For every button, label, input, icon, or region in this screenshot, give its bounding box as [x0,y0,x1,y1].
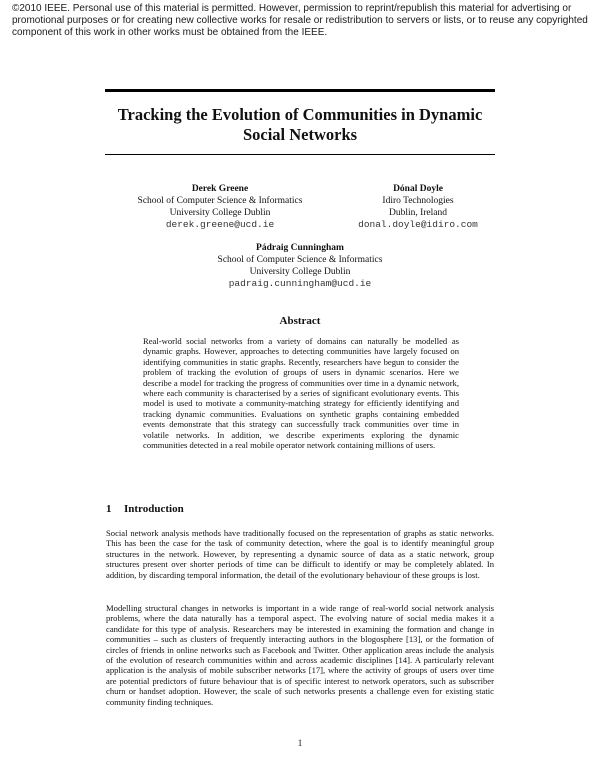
section-title: Introduction [124,503,184,515]
author-email[interactable]: donal.doyle@idiro.com [358,219,478,230]
title-bottom-rule [105,154,495,155]
author-block [200,242,400,290]
body-paragraph: Modelling structural changes in networks is important in a wide range of real-world social network analysis problems, where the data naturally has a temporal aspect. The evolving nature of social media makes it a candidate for this type of analysis. Researchers may be interested in examining the formation and change in communities – such as clusters of frequently interacting authors in the blogosphere [13], or the formation of circles of friends in online networks such as Facebook and Twitter. Other application areas include the analysis of the evolution of research communities within and across academic disciplines [14]. A particularly relevant application is the analysis of mobile subscriber networks [17], where the activity of groups of users over time are potential predictors of future behaviour that is of specific interest to network operators, such as subscriber churn or handset adoption. However, the scale of such networks presents a challenge even for existing static community finding techniques. [106,603,494,707]
author-email[interactable]: padraig.cunningham@ucd.ie [228,278,372,289]
abstract-text: Real-world social networks from a variety of domains can naturally be modelled as dynamic graphs. However, approaches to detecting communities have largely focused on identifying communities in static graphs. Recently, researchers have begun to consider the problem of tracking the evolution of groups of users in dynamic scenarios. Here we describe a model for tracking the progress of communities over time in a dynamic network, where each community is characterised by a series of significant evolutionary events. This model is used to motivate a community-matching strategy for efficiently identifying and tracking dynamic communities. Evaluations on synthetic graphs containing embedded events demonstrate that this strategy can successfully track communities over time in volatile networks. In addition, we describe experiments exploring the dynamic communities detected in a real mobile operator network containing millions of users. [143,336,459,451]
author-block [120,183,320,231]
author-name: Dónal Doyle [393,184,443,194]
author-affiliation: Idiro Technologies [382,196,454,206]
abstract-heading: Abstract [279,315,321,327]
section-heading [106,503,184,515]
author-email[interactable]: derek.greene@ucd.ie [165,219,275,230]
author-affiliation: School of Computer Science & Informatics [217,255,383,265]
author-institution: University College Dublin [249,267,351,277]
author-name: Derek Greene [191,184,249,194]
section-number: 1 [106,503,112,515]
author-name: Pádraig Cunningham [256,243,344,253]
body-paragraph: Social network analysis methods have traditionally focused on the representation of graphs as static networks. This has been the case for the task of community detection, where the goal is to identify meaningful group structures in the network. However, by representing a dynamic source of data as a static network, group structures present over shorter periods of time can be difficult to identify or may be completely ablated. In addition, by discarding temporal information, the detail of the evolutionary behaviour of these groups is lost. [106,528,494,580]
page-number: 1 [297,738,303,748]
author-institution: Dublin, Ireland [388,208,448,218]
author-institution: University College Dublin [169,208,271,218]
author-affiliation: School of Computer Science & Informatics [137,196,303,206]
author-block [318,183,518,231]
copyright-notice: ©2010 IEEE. Personal use of this material is permitted. However, permission to reprint/republish this material for advertising or promotional purposes or for creating new collective works for resale or redistribution to servers or lists, or to reuse any copyrighted component of this work in other works must be obtained from the IEEE. [12,3,588,38]
title-top-rule [105,89,495,92]
paper-title: Tracking the Evolution of Communities in Dynamic Social Networks [117,105,483,144]
